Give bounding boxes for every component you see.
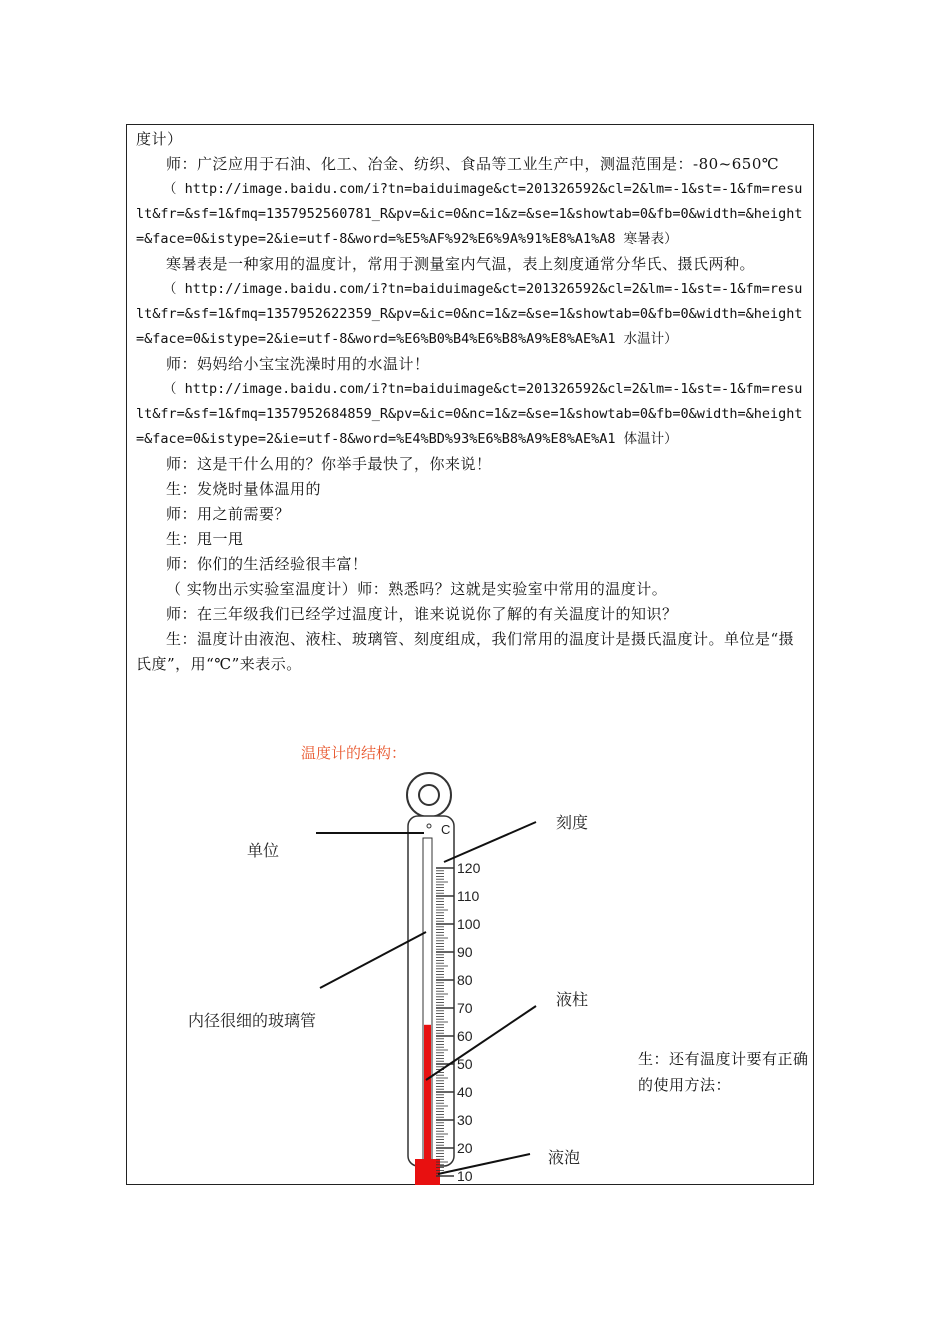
label-unit: 单位 — [247, 843, 280, 860]
scale-label: 10 — [457, 1168, 473, 1184]
image-link-paragraph: （ http://image.baidu.com/i?tn=baiduimage&ct=201326592&cl=2&lm=-1&st=-1&fm=result&fr=&sf=1&fmq=1357952622359_R&pv=&ic=0&nc=1&z=&se=1&showtab=0&fb=0&width=&height=&face=0&istype=2&ie=utf-8&word=%E6%B0%B4%E6%B8%A9%E8%AE%A1 水温计） — [136, 281, 803, 347]
scale-label: 120 — [457, 860, 481, 876]
liquid-column — [424, 1025, 431, 1166]
liquid-bulb — [415, 1159, 440, 1185]
label-liquid-bulb: 液泡 — [548, 1150, 581, 1167]
thermometer-diagram — [186, 734, 626, 1185]
scale-label: 110 — [457, 888, 480, 904]
paragraph: （ 实物出示实验室温度计）师：熟悉吗？这就是实验室中常用的温度计。 — [166, 580, 668, 598]
paragraph: 师：你们的生活经验很丰富！ — [166, 555, 368, 573]
scale-label: 60 — [457, 1028, 473, 1044]
document-body — [136, 127, 808, 677]
unit-symbol: C — [441, 822, 451, 837]
paragraph: 生：温度计由液泡、液柱、玻璃管、刻度组成，我们常用的温度计是摄氏温度计。单位是“摄氏度”，用“℃”来表示。 — [136, 630, 795, 673]
paragraph: 师：妈妈给小宝宝洗澡时用的水温计！ — [166, 355, 430, 373]
label-scale: 刻度 — [556, 815, 589, 832]
paragraph: 度计） — [136, 130, 183, 148]
scale-label: 80 — [457, 972, 473, 988]
paragraph: 生：甩一甩 — [166, 530, 244, 548]
scale-leader-line — [444, 822, 536, 862]
thermometer-figure — [186, 734, 626, 1185]
image-link-paragraph: （ http://image.baidu.com/i?tn=baiduimage&ct=201326592&cl=2&lm=-1&st=-1&fm=result&fr=&sf=1&fmq=1357952684859_R&pv=&ic=0&nc=1&z=&se=1&showtab=0&fb=0&width=&height=&face=0&istype=2&ie=utf-8&word=%E4%BD%93%E6%B8%A9%E8%AE%A1 体温计） — [136, 381, 803, 447]
scale-label: 100 — [457, 916, 481, 932]
paragraph: 师：用之前需要？ — [166, 505, 291, 523]
image-link-paragraph: （ http://image.baidu.com/i?tn=baiduimage&ct=201326592&cl=2&lm=-1&st=-1&fm=result&fr=&sf=1&fmq=1357952560781_R&pv=&ic=0&nc=1&z=&se=1&showtab=0&fb=0&width=&height=&face=0&istype=2&ie=utf-8&word=%E5%AF%92%E6%9A%91%E8%A1%A8 寒暑表） — [136, 181, 803, 247]
paragraph: 师：广泛应用于石油、化工、冶金、纺织、食品等工业生产中，测温范围是：-80~650℃ — [166, 155, 780, 173]
side-note: 生：还有温度计要有正确的使用方法： — [638, 1050, 809, 1094]
paragraph: 寒暑表是一种家用的温度计，常用于测量室内气温，表上刻度通常分华氏、摄氏两种。 — [166, 255, 756, 273]
paragraph: 师：这是干什么用的？你举手最快了，你来说！ — [166, 455, 492, 473]
scale-label: 30 — [457, 1112, 473, 1128]
scale-label: 20 — [457, 1140, 473, 1156]
paragraph: 师：在三年级我们已经学过温度计，谁来说说你了解的有关温度计的知识？ — [166, 605, 678, 623]
paragraph: 生：发烧时量体温用的 — [166, 480, 322, 498]
scale-label: 50 — [457, 1056, 473, 1072]
scale-label: 70 — [457, 1000, 473, 1016]
scale-label: 90 — [457, 944, 473, 960]
label-glass-tube: 内径很细的玻璃管 — [188, 1013, 317, 1030]
label-liquid-column: 液柱 — [556, 992, 589, 1009]
scale-label: 40 — [457, 1084, 473, 1100]
hanging-ring-hole — [419, 785, 439, 805]
figure-title: 温度计的结构： — [301, 745, 407, 762]
